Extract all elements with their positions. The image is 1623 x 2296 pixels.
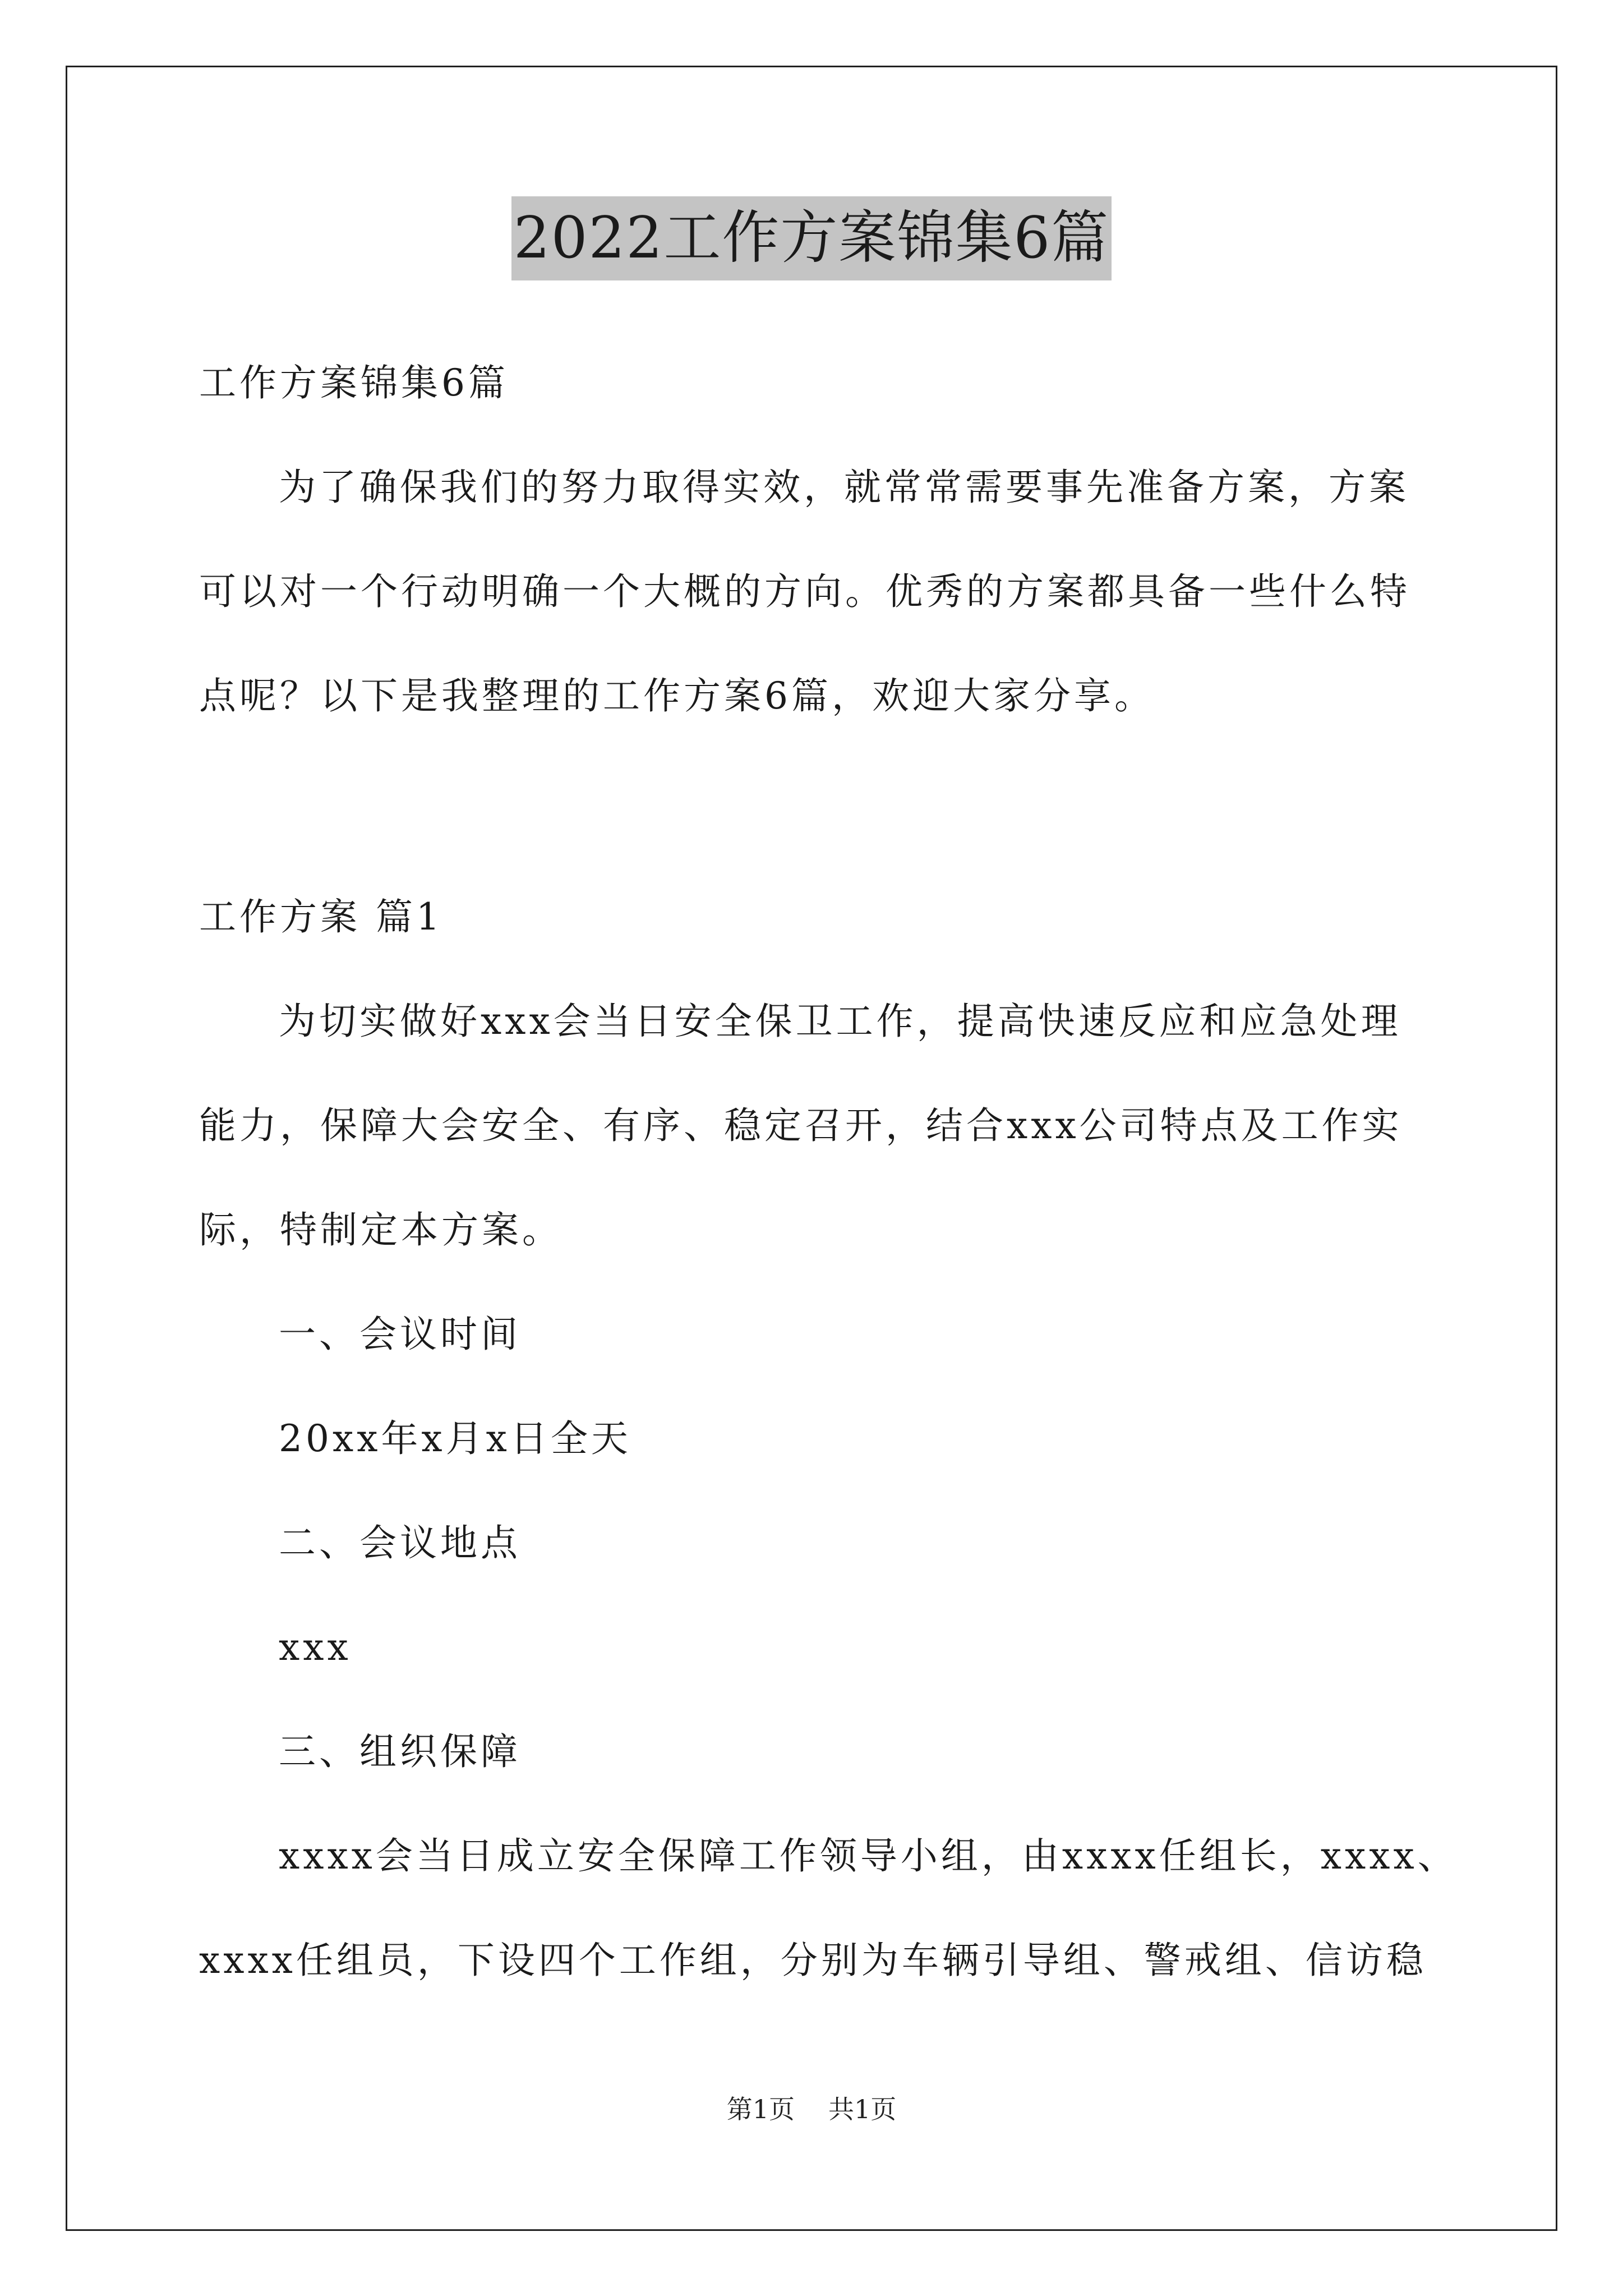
item3-line-2: xxxx任组员，下设四个工作组，分别为车辆引导组、警戒组、信访稳 [199,1939,1427,1982]
document-title-text: 2022工作方案锦集6篇 [511,196,1112,280]
item1-heading: 一、会议时间 [279,1313,521,1356]
item3-line-1: xxxx会当日成立安全保障工作领导小组，由xxxx任组长，xxxx、 [279,1834,1458,1878]
item1-value: 20xx年x月x日全天 [279,1417,631,1460]
intro-line-1: 为了确保我们的努力取得实效，就常常需要事先准备方案，方案 [279,466,1409,509]
page-number-total: 共1页 [828,2094,897,2124]
page-number-current: 第1页 [726,2094,795,2124]
section-line-3: 际，特制定本方案。 [199,1208,562,1251]
section-line-1: 为切实做好xxx会当日安全保卫工作，提高快速反应和应急处理 [279,1000,1401,1043]
intro-line-3: 点呢？以下是我整理的工作方案6篇，欢迎大家分享。 [199,674,1155,717]
section-line-2: 能力，保障大会安全、有序、稳定召开，结合xxx公司特点及工作实 [199,1104,1403,1147]
item3-heading: 三、组织保障 [279,1730,521,1773]
item2-heading: 二、会议地点 [279,1521,521,1565]
document-subtitle: 工作方案锦集6篇 [199,361,509,404]
section-heading: 工作方案 篇1 [199,895,443,938]
page-footer [0,2090,1623,2129]
intro-line-2: 可以对一个行动明确一个大概的方向。优秀的方案都具备一些什么特 [199,570,1410,613]
item2-value: xxx [279,1626,352,1669]
document-title [0,196,1623,280]
